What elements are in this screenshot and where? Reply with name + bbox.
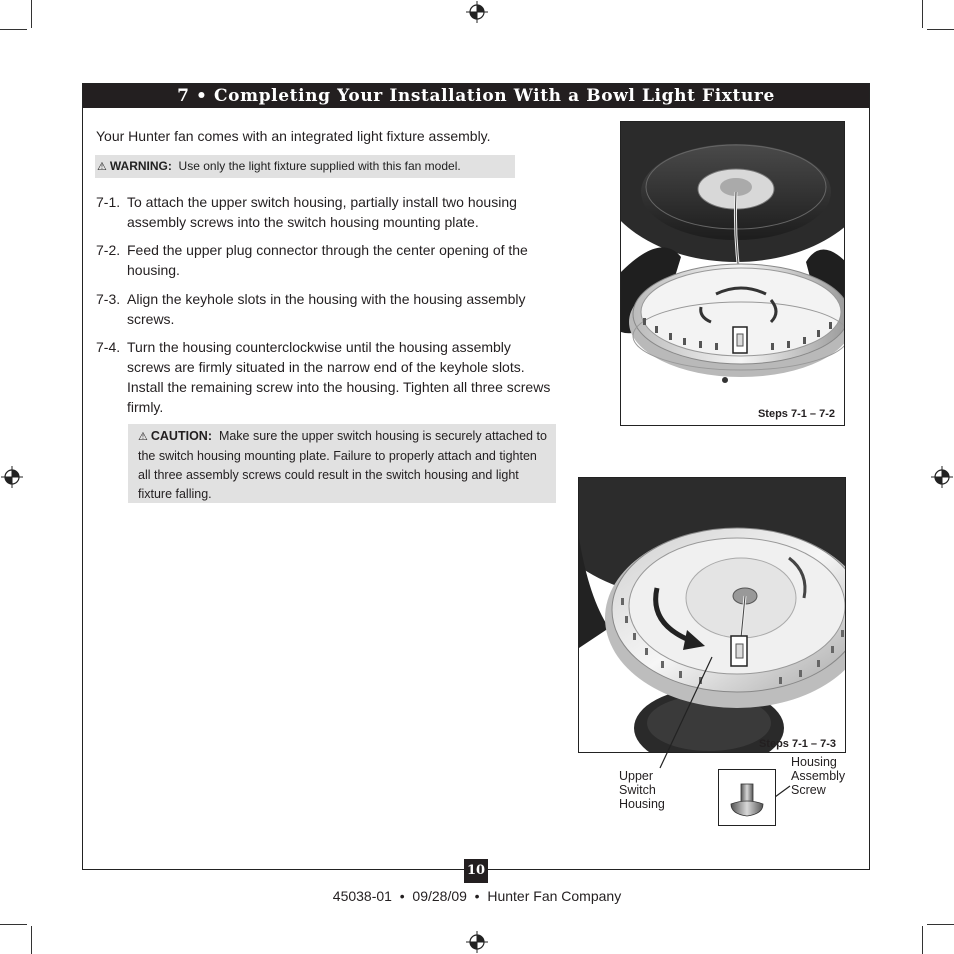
- screw-detail-box: [718, 769, 776, 826]
- step-number: 7-3.: [96, 291, 121, 307]
- step-text: Align the keyhole slots in the housing with the housing assembly screws.: [127, 291, 526, 327]
- warning-triangle-icon: ⚠: [97, 161, 107, 173]
- upper-switch-housing-label: Upper Switch Housing: [619, 769, 665, 811]
- step-text: To attach the upper switch housing, partially install two housing assembly screws into the switch housing mounting plate.: [127, 194, 517, 230]
- step-number: 7-2.: [96, 242, 121, 258]
- step-text: Turn the housing counterclockwise until the housing assembly screws are firmly situated in the narrow end of the keyhole slots. Install the remaining screw into the housing. Tighten all three screws firmly.: [127, 339, 551, 415]
- figure-caption: Steps 7-1 – 7-2: [757, 408, 835, 420]
- page-footer: 45038-01 • 09/28/09 • Hunter Fan Company: [332, 888, 622, 904]
- caution-text: Make sure the upper switch housing is securely attached to the switch housing mounting plate. Failure to properly attach and tighten all three assembly screws could result in the switch housing and light fixture falling.: [138, 429, 547, 501]
- step-text: Feed the upper plug connector through the center opening of the housing.: [127, 242, 528, 278]
- screw-icon: [719, 770, 775, 825]
- section-title: 7 • Completing Your Installation With a Bowl Light Fixture: [83, 84, 869, 108]
- step-number: 7-4.: [96, 339, 121, 355]
- housing-assembly-screw-label: Housing Assembly Screw: [791, 755, 846, 797]
- caution-label: CAUTION:: [150, 429, 212, 443]
- warning-text: Use only the light fixture supplied with this fan model.: [178, 159, 461, 173]
- warning-label: WARNING:: [109, 159, 172, 173]
- page-number: 10: [464, 859, 488, 883]
- figure-caption: Steps 7-1 – 7-3: [758, 738, 836, 750]
- intro-text: Your Hunter fan comes with an integrated light fixture assembly.: [96, 128, 491, 144]
- step-number: 7-1.: [96, 194, 121, 210]
- caution-triangle-icon: ⚠: [138, 431, 148, 443]
